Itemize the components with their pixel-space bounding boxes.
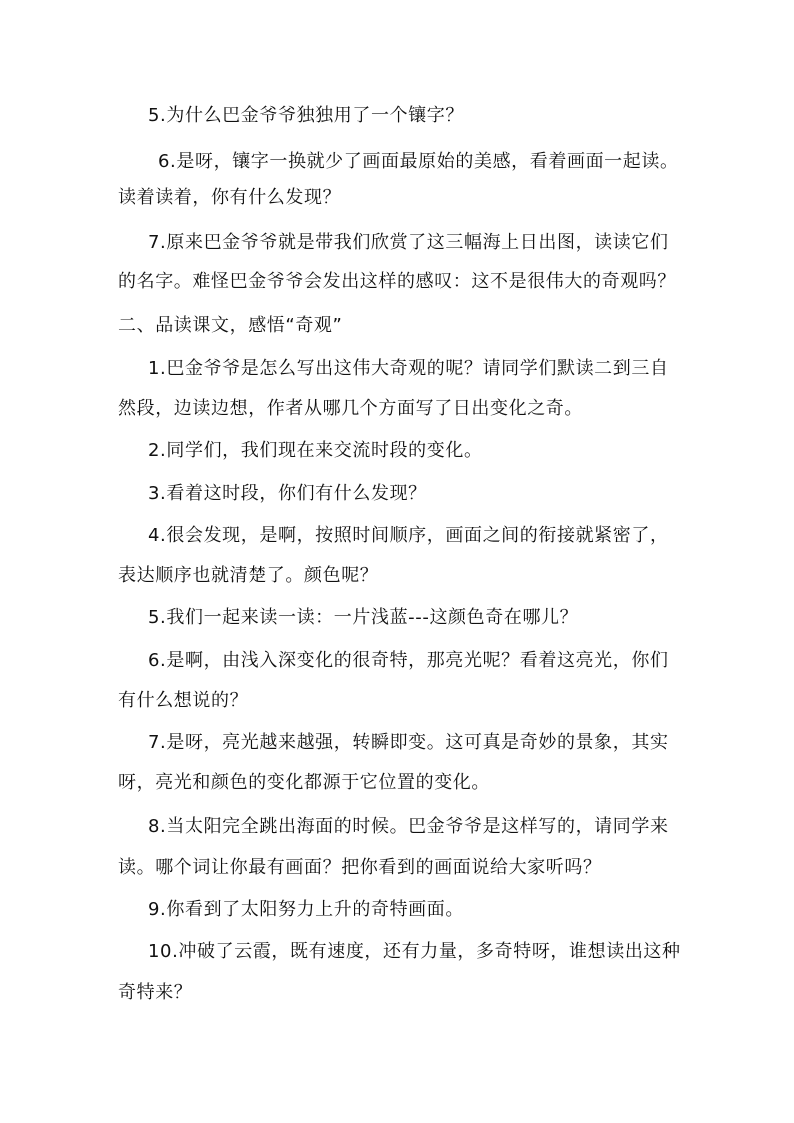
text-line: 9.你看到了太阳努力上升的奇特画面。 xyxy=(148,899,464,920)
text-line: 读着读着，你有什么发现？ xyxy=(118,187,342,208)
text-line: 4.很会发现，是啊，按照时间顺序，画面之间的衔接就紧密了， xyxy=(148,525,669,546)
text-line: 8.当太阳完全跳出海面的时候。巴金爷爷是这样写的，请同学来 xyxy=(148,816,669,837)
section-heading: 二、品读课文，感悟“奇观” xyxy=(118,315,343,336)
text-line: 表达顺序也就清楚了。颜色呢？ xyxy=(118,565,379,586)
text-line: 然段，边读边想，作者从哪几个方面写了日出变化之奇。 xyxy=(118,398,583,419)
text-line: 1.巴金爷爷是怎么写出这伟大奇观的呢？请同学们默读二到三自 xyxy=(148,358,669,379)
text-line: 2.同学们，我们现在来交流时段的变化。 xyxy=(148,440,483,461)
text-line: 7.原来巴金爷爷就是带我们欣赏了这三幅海上日出图，读读它们 xyxy=(148,232,669,253)
text-line: 奇特来？ xyxy=(118,982,193,1003)
text-line: 读。哪个词让你最有画面？把你看到的画面说给大家听吗？ xyxy=(118,857,602,878)
text-line: 呀，亮光和颜色的变化都源于它位置的变化。 xyxy=(118,772,490,793)
text-line: 6.是啊，由浅入深变化的很奇特，那亮光呢？看着这亮光，你们 xyxy=(148,650,669,671)
text-line: 的名字。难怪巴金爷爷会发出这样的感叹：这不是很伟大的奇观吗？ xyxy=(118,271,676,292)
text-line: 10.冲破了云霞，既有速度，还有力量，多奇特呀，谁想读出这种 xyxy=(148,941,681,962)
text-line: 7.是呀，亮光越来越强，转瞬即变。这可真是奇妙的景象，其实 xyxy=(148,732,669,753)
text-line: 有什么想说的？ xyxy=(118,690,249,711)
text-line: 5.我们一起来读一读：一片浅蓝---这颜色奇在哪儿？ xyxy=(148,607,579,628)
text-line: 3.看着这时段，你们有什么发现？ xyxy=(148,483,427,504)
text-line: 6.是呀，镶字一换就少了画面最原始的美感，看着画面一起读。 xyxy=(158,151,679,172)
text-line: 5.为什么巴金爷爷独独用了一个镶字？ xyxy=(148,105,464,126)
